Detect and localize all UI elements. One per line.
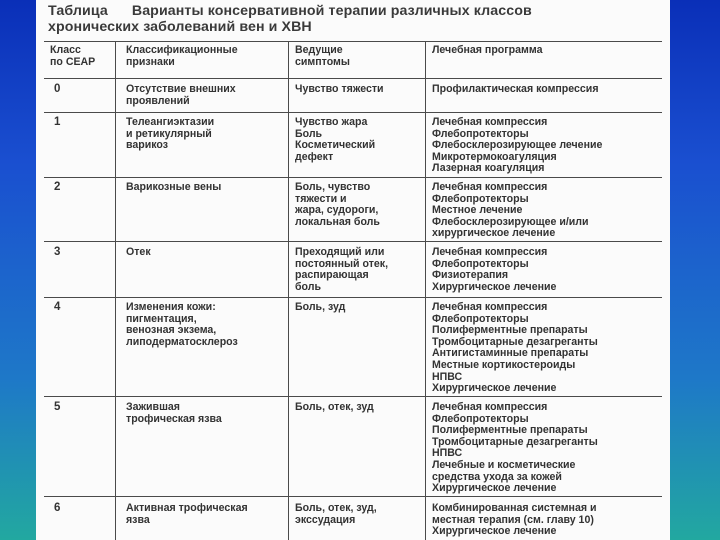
row-divider (44, 396, 662, 397)
program-cell: Лечебная компрессия Флебопротекторы Местное лечение Флебосклерозирующее и/или хирургическое лечение (432, 181, 589, 240)
program-cell: Комбинированная системная и местная терапия (см. главу 10) Хирургическое лечение (432, 502, 597, 538)
column-divider (115, 42, 116, 540)
symptoms-cell: Чувство жара Боль Косметический дефект (295, 116, 376, 163)
column-divider (425, 42, 426, 540)
program-cell: Профилактическая компрессия (432, 83, 599, 95)
row-divider (44, 177, 662, 178)
class-cell: 3 (54, 246, 61, 258)
class-cell: 0 (54, 83, 61, 95)
row-divider (44, 112, 662, 113)
class-cell: 2 (54, 181, 61, 193)
signs-cell: Зажившая трофическая язва (126, 401, 222, 425)
class-cell: 5 (54, 401, 61, 413)
class-cell: 4 (54, 301, 61, 313)
row-divider (44, 496, 662, 497)
signs-cell: Отек (126, 246, 151, 258)
symptoms-cell: Боль, отек, зуд, экссудация (295, 502, 377, 526)
signs-cell: Телеангиэктазии и ретикулярный варикоз (126, 116, 215, 152)
program-cell: Лечебная компрессия Флебопротекторы Физиотерапия Хирургическое лечение (432, 246, 557, 293)
symptoms-cell: Боль, зуд (295, 301, 346, 313)
title-line-2: хронических заболеваний вен и ХВН (48, 19, 312, 35)
class-cell: 6 (54, 502, 61, 514)
table-label: Таблица (48, 3, 108, 19)
symptoms-cell: Чувство тяжести (295, 83, 384, 95)
title-line-1: Варианты консервативной терапии различных классов (131, 3, 532, 19)
program-cell: Лечебная компрессия Флебопротекторы Полиферментные препараты Тромбоцитарные дезагреганты Антигистаминные препараты Местные кортикостероиды НПВС Хирургическое лечение (432, 301, 598, 395)
header-program: Лечебная программа (432, 44, 543, 56)
table-document (36, 0, 670, 540)
column-divider (288, 42, 289, 540)
signs-cell: Отсутствие внешних проявлений (126, 83, 236, 107)
signs-cell: Активная трофическая язва (126, 502, 248, 526)
symptoms-cell: Боль, отек, зуд (295, 401, 374, 413)
row-divider (44, 241, 662, 242)
program-cell: Лечебная компрессия Флебопротекторы Флебосклерозирующее лечение Микротермокоагуляция Лазерная коагуляция (432, 116, 603, 175)
symptoms-cell: Преходящий или постоянный отек, распирающая боль (295, 246, 389, 293)
header-signs: Классификационные признаки (126, 44, 238, 68)
header-class: Класс по СЕАР (50, 44, 96, 68)
class-cell: 1 (54, 116, 61, 128)
signs-cell: Варикозные вены (126, 181, 222, 193)
table-top-border (44, 41, 662, 42)
header-symptoms: Ведущие симптомы (295, 44, 350, 68)
row-divider (44, 297, 662, 298)
program-cell: Лечебная компрессия Флебопротекторы Полиферментные препараты Тромбоцитарные дезагреганты НПВС Лечебные и косметические средства ухода за кожей Хирургическое лечение (432, 401, 598, 495)
header-divider (44, 78, 662, 79)
signs-cell: Изменения кожи: пигментация, венозная экзема, липодерматосклероз (126, 301, 238, 348)
symptoms-cell: Боль, чувство тяжести и жара, судороги, локальная боль (295, 181, 380, 228)
table-title (48, 3, 663, 35)
